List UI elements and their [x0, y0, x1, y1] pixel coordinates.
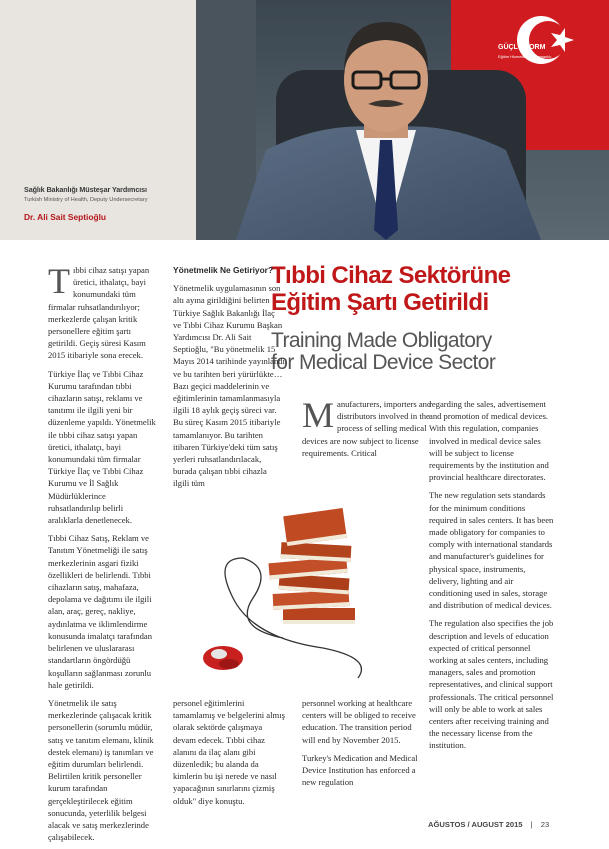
caption-title: Sağlık Bakanlığı Müsteşar Yardımcısı — [24, 185, 147, 194]
paragraph-text: anufacturers, importers and distributors involved in the process of selling medical devices are now subject to license requirements. Critical — [302, 399, 432, 458]
headline-turkish-line1: Tıbbi Cihaz Sektörüne — [271, 262, 511, 289]
paragraph: The new regulation sets standards for the minimum conditions required in sales centers. It has been made obligatory for companies to comply with international standards and manufacturer's guidelines for physical space, instruments, delivery, lighting and air conditioning used in sales, storage and distribution of medical devices. — [429, 490, 554, 611]
issue-date: AĞUSTOS / AUGUST 2015 — [428, 820, 523, 829]
paragraph — [302, 395, 448, 459]
headline-english-line1: Training Made Obligatory — [271, 329, 492, 352]
books-mouse-illustration — [173, 488, 403, 683]
caption-panel — [0, 0, 196, 240]
paragraph: Turkey's Medication and Medical Device Institution has enforced a new regulation — [302, 752, 418, 788]
column-english-2 — [429, 398, 554, 758]
column-turkish-2-continued — [173, 697, 285, 813]
paragraph — [48, 261, 160, 362]
column-english-1-continued — [302, 697, 422, 794]
portrait-illustration — [196, 0, 609, 240]
headline-english-line2: for Medical Device Sector — [271, 351, 496, 374]
computer-mouse-icon — [203, 646, 243, 670]
column-turkish-1 — [48, 261, 160, 849]
portrait-photo — [196, 0, 609, 240]
section-heading: Yönetmelik Ne Getiriyor? — [173, 265, 274, 275]
page-footer — [428, 820, 549, 829]
paragraph: The regulation also specifies the job description and levels of education expected of critical personnel working at sales centers, including managers, sales and promotion representatives, and clinical support professionals. The critical personnel will only be able to work at sales centers after receiving training and the necessary license from the institution. — [429, 618, 554, 751]
footer-divider: | — [530, 820, 533, 829]
paragraph: personnel working at healthcare centers will be obliged to receive education. The transition period will end by November 2015. — [302, 698, 416, 745]
drop-cap: M — [302, 395, 335, 435]
headline-turkish — [271, 262, 601, 316]
paragraph: Yönetmelik uygulamasının son altı ayına girildiğini belirten Türkiye Sağlık Bakanlığı İlaç ve Tıbbi Cihaz Kurumu Başkan Yardımcısı Dr. Ali Sait Septioğlu, "Bu yönetmelik 15 Mayıs 2014 tarihinde yayınlandı ve bu tarihten beri yürürlükte… Bazı geçici maddelerinin ve eğitimlerinin tamamlanmasıyla ilgili 18 aylık geçiş süreci var. Bu süreç Kasım 2015 itibariyle tamamlanıyor. Bu tarihten itibaren Türkiye'deki tüm satış yerleri ruhsatlandırılacak, burada çalışan tıbbi cihazla ilgili tüm — [173, 283, 285, 489]
paragraph-text: ıbbi cihaz satışı yapan üretici, ithalatçı, bayi konumundaki tüm firmalar ruhsatlandırılıyor; merkezlerde çalışan kritik personellere eğitim şartı getirildi. Geçiş süresi Kasım 2015 itibariyle sona erecek. — [48, 265, 150, 361]
logo-subtext: Eğitim Hizmetleri Danışmanlık — [498, 54, 552, 59]
paragraph: Türkiye İlaç ve Tıbbi Cihaz Kurumu tarafından tıbbi cihazların satışı, reklamı ve tanıtımı ile ilgili yeni bir düzenleme yapıldı. Yönetmelik ile tıbbi cihaz satışı yapan üretici, ithalatçı, bayi konumundaki tüm firmalar Türkiye İlaç ve Tıbbi Cihaz Kurumu ve İl Sağlık Müdürlüklerince ruhsatlandırılıp belirli aralıklarla denetlenecek. — [48, 368, 156, 526]
paragraph: regarding the sales, advertisement and promotion of medical devices. With this regulation, companies involved in medical device sales will be subject to license requirements by the institution and provincial healthcare directorates. — [429, 399, 549, 483]
headline-english — [271, 330, 601, 374]
logo-text: GÜÇLÜ FORM — [498, 44, 546, 51]
paragraph: personel eğitimlerini tamamlamış ve belgelerini almış olarak sektörde çalışmaya devam edecek. Tıbbi cihaz alanını da ilaç alanı gibi düzenledik; bu alanda da kimlerin bu işi nerede ve nasıl yapacağının sınırlarını çizmiş olduk" diye konuştu. — [173, 698, 285, 806]
caption-name: Dr. Ali Sait Septioğlu — [24, 212, 107, 222]
caption-subtitle: Turkish Ministry of Health, Deputy Undersecretary — [24, 197, 148, 203]
paragraph: Tıbbi Cihaz Satış, Reklam ve Tanıtım Yönetmeliği ile satış merkezlerinin asgari fiziki özellikleri de belirlendi. Tıbbi cihazların satış, mahafaza, depolama ve dağıtımı ile ilgili alan, araç, gereç, nakliye, aydınlatma ve iklimlendirme konusunda imalatçı tarafından belirlenen ve uluslararası standartların öngördüğü koşulların sağlanması zorunlu hale getirildi. — [48, 533, 153, 690]
headline-turkish-line2: Eğitim Şartı Getirildi — [271, 289, 489, 316]
page-number: 23 — [540, 820, 550, 829]
column-turkish-2 — [173, 264, 285, 496]
drop-cap: T — [48, 261, 70, 301]
paragraph: Yönetmelik ile satış merkezlerinde çalışacak kritik personellerin (sorumlu müdür, satış ve tanıtım elemanı, klinik destek elemanı) iş tanımları ve eğitim durumları belirlendi. Belirtilen kritik personeller kurum tarafından gerçekleştirilecek eğitim sonucunda, yeterlilik belgesi alacak ve satış merkezlerinde çalışabilecek. — [48, 697, 154, 843]
column-english-1 — [302, 395, 448, 465]
